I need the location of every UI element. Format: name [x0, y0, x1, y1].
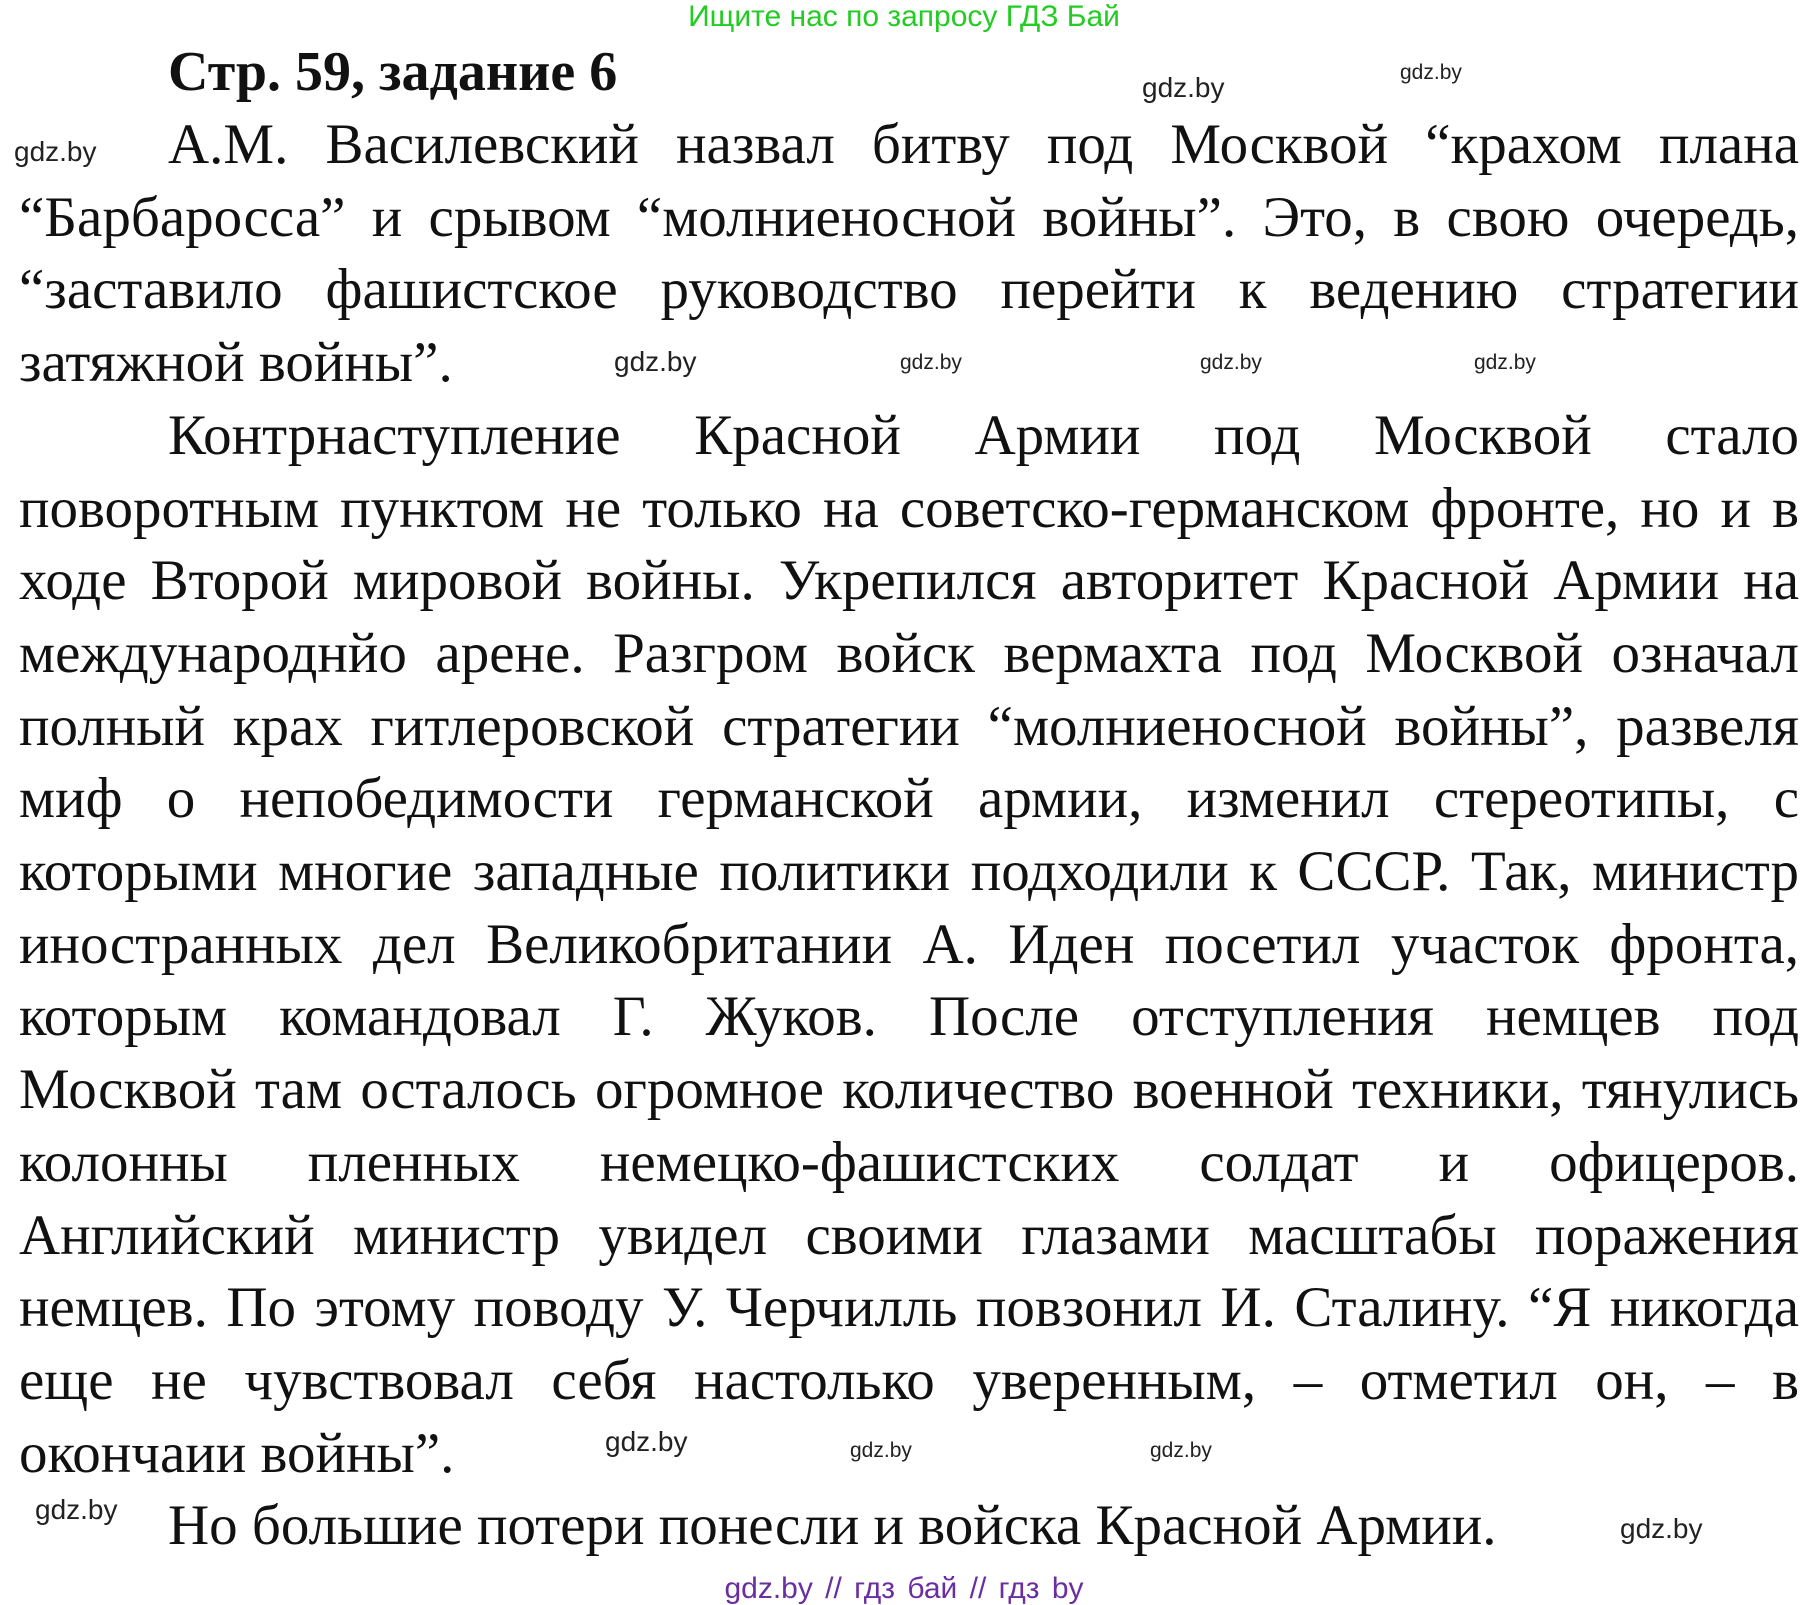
- text-line: полный крах гитлеровской стратегии “молниеносной войны”, развеля: [19, 694, 1799, 758]
- text-line: “Барбаросса” и срывом “молниеносной войны”. Это, в свою очередь,: [19, 185, 1799, 249]
- text-line: ходе Второй мировой войны. Укрепился авторитет Красной Армии на: [19, 549, 1799, 613]
- text-line: иностранных дел Великобритании А. Иден посетил участок фронта,: [19, 912, 1799, 976]
- gdz-watermark: gdz.by: [850, 1439, 912, 1462]
- gdz-watermark: gdz.by: [614, 346, 697, 377]
- page-title: Стр. 59, задание 6: [168, 41, 618, 103]
- text-line: Английский министр увидел своими глазами масштабы поражения: [19, 1203, 1799, 1267]
- text-line: А.М. Василевский назвал битву под Москвой “крахом плана: [168, 113, 1799, 176]
- text-line: “заставило фашистское руководство перейти к ведению стратегии: [19, 258, 1799, 322]
- gdz-watermark: gdz.by: [1400, 61, 1462, 84]
- text-line: поворотным пунктом не только на советско-германском фронте, но и в: [19, 476, 1799, 540]
- text-line: колонны пленных немецко-фашистских солдат и офицеров.: [19, 1130, 1799, 1194]
- text-line: миф о непобедимости германской армии, изменил стереотипы, с: [19, 767, 1799, 831]
- gdz-watermark: gdz.by: [1142, 72, 1225, 103]
- text-line: Москвой там осталось огромное количество военной техники, тянулись: [19, 1058, 1799, 1122]
- text-line: Контрнаступление Красной Армии под Москвой стало: [168, 403, 1799, 467]
- gdz-watermark: gdz.by: [14, 136, 97, 167]
- gdz-watermark: gdz.by: [1474, 351, 1536, 374]
- text-line: Но большие потери понесли и войска Красной Армии.: [168, 1494, 1497, 1558]
- text-line: международнйо арене. Разгром войск вермахта под Москвой означал: [19, 621, 1799, 685]
- text-line: которыми многие западные политики подходили к СССР. Так, министр: [19, 840, 1799, 903]
- gdz-watermark: gdz.by: [1150, 1439, 1212, 1462]
- search-hint-banner: Ищите нас по запросу ГДЗ Бай: [688, 0, 1120, 33]
- gdz-watermark: gdz.by: [1620, 1513, 1703, 1544]
- gdz-watermark: gdz.by: [35, 1494, 118, 1525]
- gdz-watermark: gdz.by: [605, 1426, 688, 1457]
- gdz-watermark: gdz.by: [1200, 351, 1262, 374]
- text-line: немцев. По этому поводу У. Черчилль повзонил И. Сталину. “Я никогда: [19, 1276, 1799, 1340]
- text-line: еще не чувствовал себя настолько уверенным, – отметил он, – в: [19, 1348, 1799, 1412]
- gdz-watermark: gdz.by: [900, 351, 962, 374]
- footer-watermark: gdz.by // гдз бай // гдз by: [724, 1572, 1084, 1605]
- text-line: затяжной войны”.: [19, 331, 453, 395]
- text-line: окончаии войны”.: [19, 1421, 455, 1485]
- text-line: которым командовал Г. Жуков. После отступления немцев под: [19, 985, 1799, 1049]
